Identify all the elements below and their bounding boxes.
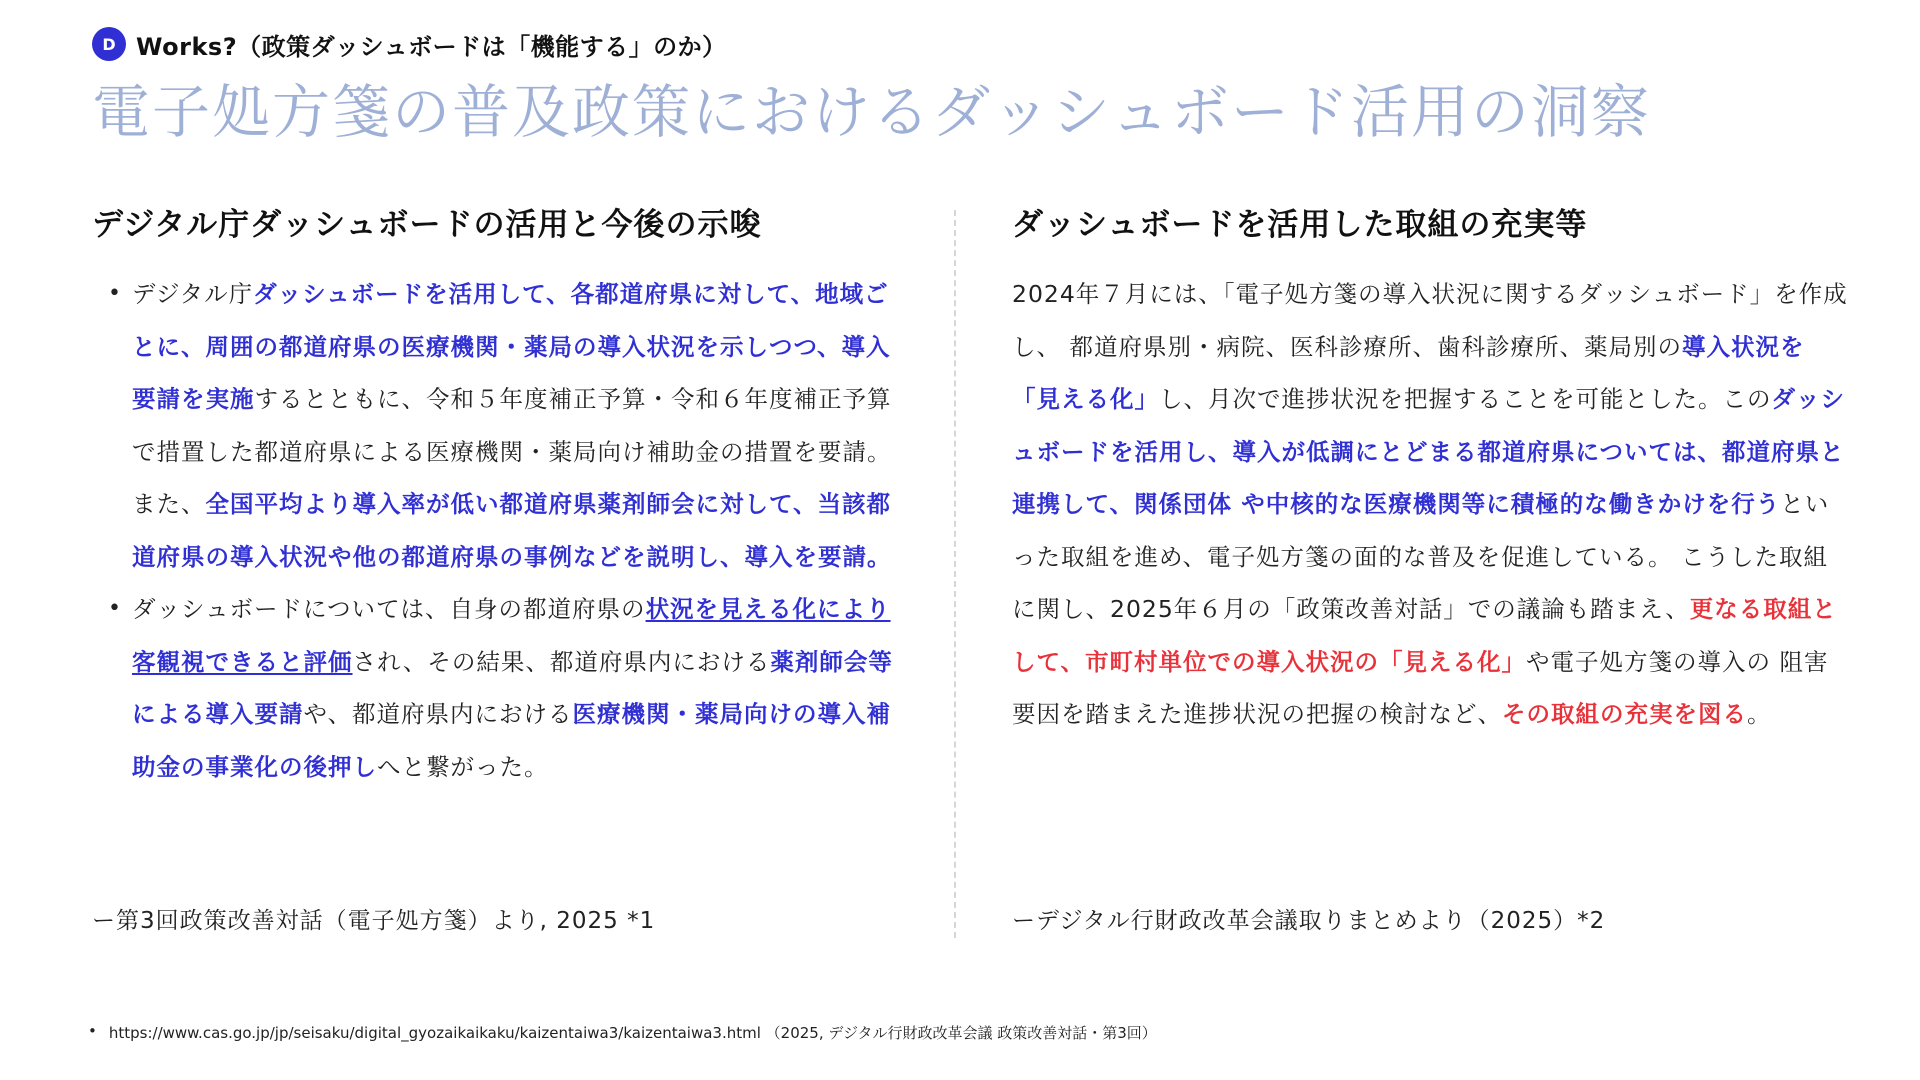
highlight-segment: 全国平均より導入率が低い都道府県薬剤師会に対して、当該都道府県の導入状況や他の都道府県の事例などを説明し、導入を要請。 (132, 490, 892, 571)
text-segment: 2024年７月には、「電子処方箋の導入状況に関するダッシュボード」を作成し、 都道府県別・病院、医科診療所、歯科診療所、薬局別の (1012, 280, 1848, 361)
left-bullet-item-2 (92, 583, 912, 793)
left-column (92, 200, 912, 793)
text-segment: され、その結果、都道府県内における (352, 647, 771, 676)
text-segment: といった取組を進め、電子処方箋の面的な普及を促進している。 こうした取組に関し、2025年６月の「政策改善対話」での議論も踏まえ、 (1012, 490, 1830, 623)
section-eyebrow (92, 26, 727, 62)
highlight-segment: ダッシュボードを活用して、各都道府県に対して、地域ごとに、周囲の都道府県の医療機関・薬局の導入状況を示しつつ、導入要請を実施 (132, 280, 891, 413)
red-highlight-segment: 更なる取組として、市町村単位での導入状況の「見える化」 (1012, 595, 1837, 676)
left-bullet-item-1 (92, 268, 912, 583)
footnote-link[interactable]: https://www.cas.go.jp/jp/seisaku/digital_gyozaikaikaku/kaizentaiwa3/kaizentaiwa3.html （2025, デジタル行財政改革会議 政策改善対話・第3回） (108, 1024, 1157, 1042)
text-segment: デジタル庁 (132, 280, 254, 308)
text-segment: し、月次で進捗状況を把握することを可能とした。この (1159, 385, 1772, 413)
right-column-heading: ダッシュボードを活用した取組の充実等 (1012, 207, 1588, 243)
text-segment: 。 (1747, 700, 1772, 728)
text-segment: ダッシュボードについては、自身の都道府県の (132, 595, 646, 623)
highlight-segment: 薬剤師会等による導入要請 (132, 647, 893, 728)
highlight-segment: 導入状況を「見える化」 (1012, 332, 1805, 413)
highlight-segment: ダッシュボードを活用し、導入が低調にとどまる都道府県については、都道府県と連携して、関係団体 や中核的な医療機関等に積極的な働きかけを行う (1012, 385, 1845, 518)
right-column (1012, 200, 1852, 741)
highlight-segment: 医療機関・薬局向けの導入補助金の事業化の後押し (132, 700, 892, 781)
section-badge: D (92, 27, 126, 61)
red-highlight-segment: その取組の充実を図る (1502, 700, 1747, 728)
text-segment: へと繋がった。 (377, 752, 549, 781)
left-bullet-list (92, 268, 912, 793)
footnote (88, 1022, 1157, 1043)
right-source-citation: ーデジタル行財政改革会議取りまとめより（2025）*2 (1012, 908, 1606, 934)
text-segment: するとともに、令和５年度補正予算・令和６年度補正予算で措置した都道府県による医療機関・薬局向け補助金の措置を要請。また、 (132, 385, 892, 518)
left-column-heading: デジタル庁ダッシュボードの活用と今後の示唆 (92, 207, 762, 243)
right-paragraph (1012, 268, 1852, 741)
column-divider (954, 210, 956, 938)
text-segment: や電子処方箋の導入の 阻害要因を踏まえた進捗状況の把握の検討など、 (1012, 647, 1829, 728)
text-segment: や、都道府県内における (303, 700, 573, 728)
underlined-highlight-segment: 状況を見える化により客観視できると評価 (132, 595, 891, 676)
page-title: 電子処方箋の普及政策におけるダッシュボード活用の洞察 (92, 78, 1651, 146)
bullet-dot: • (108, 596, 122, 621)
bullet-dot: • (108, 281, 122, 306)
footnote-bullet: • (88, 1022, 97, 1040)
section-eyebrow-text: Works?（政策ダッシュボードは「機能する」のか） (136, 32, 727, 61)
left-source-citation: ー第3回政策改善対話（電子処方箋）より, 2025 *1 (92, 908, 656, 934)
